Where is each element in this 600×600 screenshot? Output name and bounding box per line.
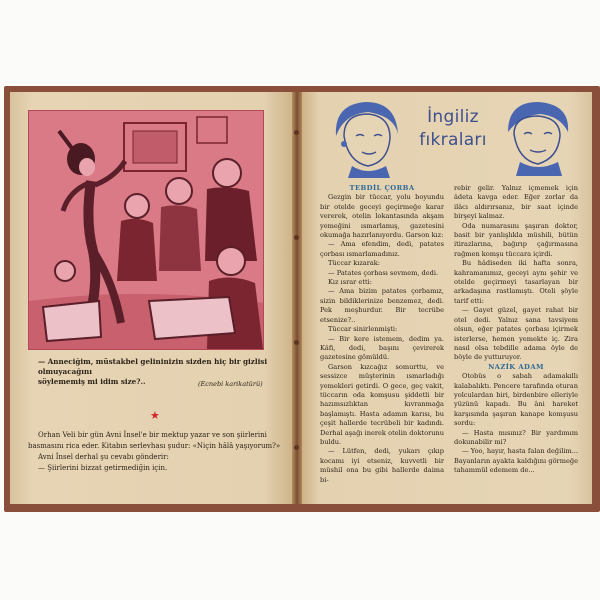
story-paragraph: — Hasta mısınız? Bir yardımım dokunabilir mi? bbox=[454, 428, 578, 446]
man-portrait-icon bbox=[494, 96, 580, 176]
story-heading: NAZİK ADAM bbox=[488, 362, 544, 371]
story-paragraph: — Ama efendim, dedi, patates çorbası ısmarlamadınız. bbox=[320, 240, 444, 258]
story-paragraph: Oda numarasını şaşıran doktor, basit bir yanlışlıkla müshili, bütün itirazlarına, bağırıp çağırmasına rağmen komşu tüccara içirdi. bbox=[454, 221, 578, 258]
story-paragraph: Bu hâdiseden iki hafta sonra, kahramanımız, geceyi aynı şehir ve otelde geçirmeyi tasarlayan bir arkadaşına rastlamıştı. Oteli şöyle tarif etti: bbox=[454, 259, 578, 305]
caption-source: (Ecnebi karikatürü) bbox=[198, 380, 263, 388]
section-title bbox=[410, 106, 496, 152]
binding-stitch bbox=[294, 235, 299, 240]
binding-stitch bbox=[294, 340, 299, 345]
anecdote-paragraph: Avni İnsel derhal şu cevabı gönderir: bbox=[38, 453, 169, 461]
anecdote-text bbox=[28, 430, 286, 474]
story-paragraph: — Bir kere istemem, dedim ya. Kâfi, dedi, başını çevirerek gazetesine gömüldü. bbox=[320, 334, 444, 362]
story-paragraph: Otobüs o sabah adamakıllı kalabalıktı. Pencere tarafında oturan yolculardan biri, birdenbire elleriyle yüzünü kapadı. Bu âni hareket karşısında şaşıran kanape komşusu sordu: bbox=[454, 372, 578, 428]
story-column-1 bbox=[320, 184, 444, 485]
star-separator-icon: ★ bbox=[150, 409, 160, 422]
story-column-2 bbox=[454, 184, 578, 476]
story-paragraph: — Gayet güzel, gayet rahat bir otel dedi. Yalnız sana tavsiyem olsun, eğer patates çorbası içirmek isterlerse, hemen yemekte iç. Zira nasıl olsa tebdille adama öyle de böyle de yutturuyor. bbox=[454, 306, 578, 362]
story-paragraph: Kız ısrar etti: bbox=[328, 278, 372, 287]
right-page bbox=[302, 92, 592, 504]
story-paragraph: — Patates çorbası sevmem, dedi. bbox=[328, 268, 439, 277]
binding-stitch bbox=[294, 445, 299, 450]
woman-portrait-icon bbox=[324, 96, 410, 178]
title-line-1: İngiliz bbox=[427, 107, 479, 127]
story-paragraph: rebir gelir. Yalnız içmemek için âdeta kavga eder. Eğer zorlar da ilâcı aldırırsanız, bir saat içinde birşeyi kalmaz. bbox=[454, 184, 578, 221]
story-paragraph: Garson kızcağız somurttu, ve sessizce müşterinin ısmarladığı yemekleri getirdi. O gece, geç vakit, tüccarın oda komşusu şiddetli bir hazımsızlıktan kıvranmağa başlamıştı. Hasta adamın karısı, bu çeşit hallerde tecrübeli bir kadındı. Derhal aşağı inerek otelin doktorunu buldu. bbox=[320, 362, 444, 446]
cartoon-drawing bbox=[29, 111, 263, 349]
story-paragraph: — Yoo, hayır, hasta falan değilim... Bayanların ayakta kaldığını görmeğe tahammül edemem de... bbox=[454, 447, 578, 475]
anecdote-paragraph: Orhan Veli bir gün Avni İnsel'e bir mektup yazar ve son şiirlerini basmasını rica eder. Kitabın serlevhası şudur: «Niçin hâlâ yaşıyorum?» bbox=[28, 431, 281, 450]
cartoon-illustration bbox=[28, 110, 264, 350]
story-paragraph: — Ama bizim patates çorbamız, sizin bildiklerinize benzemez, dedi. Pek meşhurdur. Bir tecrübe etsenize?.. bbox=[320, 287, 444, 324]
left-page bbox=[10, 92, 292, 504]
anecdote-paragraph: — Şiirlerini bizzat getirmediğin için. bbox=[38, 464, 168, 472]
caption-line-2: söylememiş mi idim size?.. bbox=[38, 377, 146, 386]
story-heading: TEBDİL ÇORBA bbox=[349, 184, 415, 192]
title-line-2: fıkraları bbox=[419, 130, 487, 150]
caption-line-1: — Anneciğim, müstakbel gelininizin sizden hiç bir gizlisi olmuyacağını bbox=[38, 357, 268, 376]
story-paragraph: Tüccar sinirlenmişti: bbox=[328, 325, 398, 334]
story-paragraph: — Lütfen, dedi, yukarı çıkıp kocamı iyi etseniz, kuvvetli bir müshil ona bu gibi hallerde daima bi- bbox=[320, 447, 444, 484]
story-paragraph: Tüccar kızarak: bbox=[328, 259, 381, 268]
book-gutter bbox=[292, 92, 302, 504]
binding-stitch bbox=[294, 130, 299, 135]
story-paragraph: Gezgin bir tüccar, yolu boyundu bir otelde geceyi geçirmeğe karar vererek, otelin lokantasında akşam yemeğini ısmarlamış, gazetesini okumağa hazırlanıyordu. Garson kız: bbox=[320, 193, 444, 240]
